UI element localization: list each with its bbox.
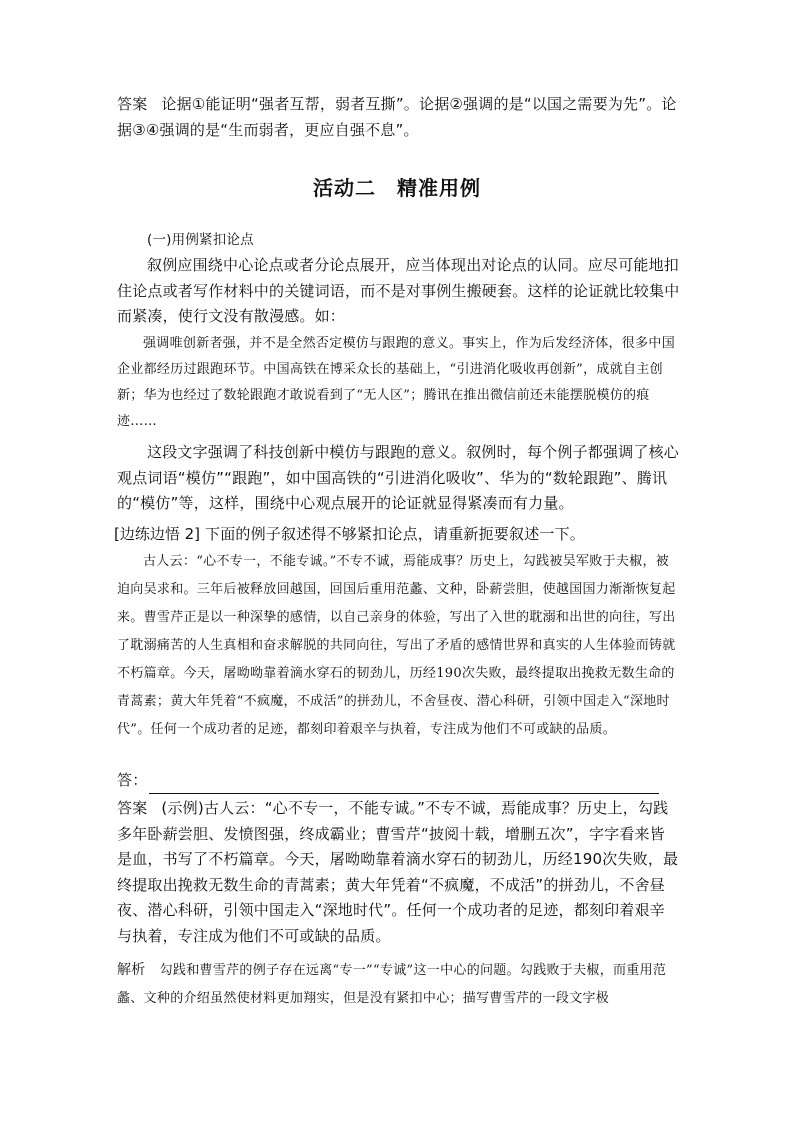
exercise-tag: [边练边悟 2] [114, 525, 201, 543]
subsection-heading: (一)用例紧扣论点 [147, 232, 254, 248]
answer-blank[interactable] [149, 779, 659, 794]
intro-answer [117, 92, 680, 143]
analysis-label: 解析 [117, 962, 146, 978]
paragraph-explanation: 这段文字强调了科技创新中模仿与跟跑的意义。叙例时，每个例子都强调了核心观点词语“模仿”“跟跑”，如中国高铁的“引进消化吸收”、华为的“数轮跟跑”、腾讯的“模仿”等，这样，围绕中心观点展开的论证就显得紧凑而有力量。 [117, 443, 680, 512]
answer-line [117, 768, 680, 794]
answer-label: 答案 [117, 799, 148, 817]
model-answer-text: (示例)古人云：“心不专一，不能专诚。”不专不诚，焉能成事？历史上，勾践多年卧薪尝胆、发愤图强，终成霸业；曹雪芹“披阅十载，增删五次”，字字看来皆是血，书写了不朽篇章。今天，屠呦呦靠着滴水穿石的韧劲儿，历经190次失败，最终提取出挽救无数生命的青蒿素；黄大年凭着“不疯魔，不成活”的拼劲儿，不舍昼夜、潜心科研，引领中国走入“深地时代”。任何一个成功者的足迹，都刻印着艰辛与执着，专注成为他们不可或缺的品质。 [117, 799, 679, 945]
exercise-passage: 古人云：“心不专一，不能专诚。”不专不诚，焉能成事？历史上，勾践被吴军败于夫椒，被迫向吴求和。三年后被释放回越国，回国后重用范蠡、文种，卧薪尝胆，使越国国力渐渐恢复起来。曹雪芹正是以一种深挚的感情，以自己亲身的体验，写出了入世的耽溺和出世的向往，写出了耽溺痛苦的人生真相和奋求解脱的共同向往，写出了矛盾的感情世界和真实的人生体验而铸就不朽篇章。今天，屠呦呦靠着滴水穿石的韧劲儿，历经190次失败，最终提取出挽救无数生命的青蒿素；黄大年凭着“不疯魔，不成活”的拼劲儿，不舍昼夜、潜心科研，引领中国走入“深地时代”。任何一个成功者的足迹，都刻印着艰辛与执着，专注成为他们不可或缺的品质。 [117, 554, 676, 737]
exercise-text: 下面的例子叙述得不够紧扣论点，请重新扼要叙述一下。 [205, 525, 586, 543]
answer-prompt: 答： [117, 771, 148, 789]
answer-label: 答案 [117, 95, 148, 113]
paragraph: 叙例应围绕中心论点或者分论点展开，应当体现出对论点的认同。应尽可能地扣住论点或者写作材料中的关键词语，而不是对事例生搬硬套。这样的论证就比较集中而紧凑，使行文没有散漫感。如： [117, 256, 680, 325]
example-quote: 强调唯创新者强，并不是全然否定模仿与跟跑的意义。事实上，作为后发经济体，很多中国企业都经历过跟跑环节。中国高铁在博采众长的基础上，“引进消化吸收再创新”，成就自主创新；华为也经过了数轮跟跑才敢说看到了“无人区”；腾讯在推出微信前还未能摆脱模仿的痕迹…… [117, 336, 676, 429]
answer-text: 论据①能证明“强者互帮，弱者互撕”。论据②强调的是“以国之需要为先”。论据③④强调的是“生而弱者，更应自强不息”。 [117, 95, 677, 139]
exercise-prompt [114, 522, 677, 548]
section-title: 活动二 精准用例 [313, 176, 481, 200]
analysis [117, 956, 680, 1013]
analysis-text: 勾践和曹雪芹的例子存在远离“专一”“专诚”这一中心的问题。勾践败于夫椒，而重用范蠡、文种的介绍虽然使材料更加翔实，但是没有紧扣中心；描写曹雪芹的一段文字极 [117, 963, 667, 1006]
model-answer [117, 796, 680, 949]
